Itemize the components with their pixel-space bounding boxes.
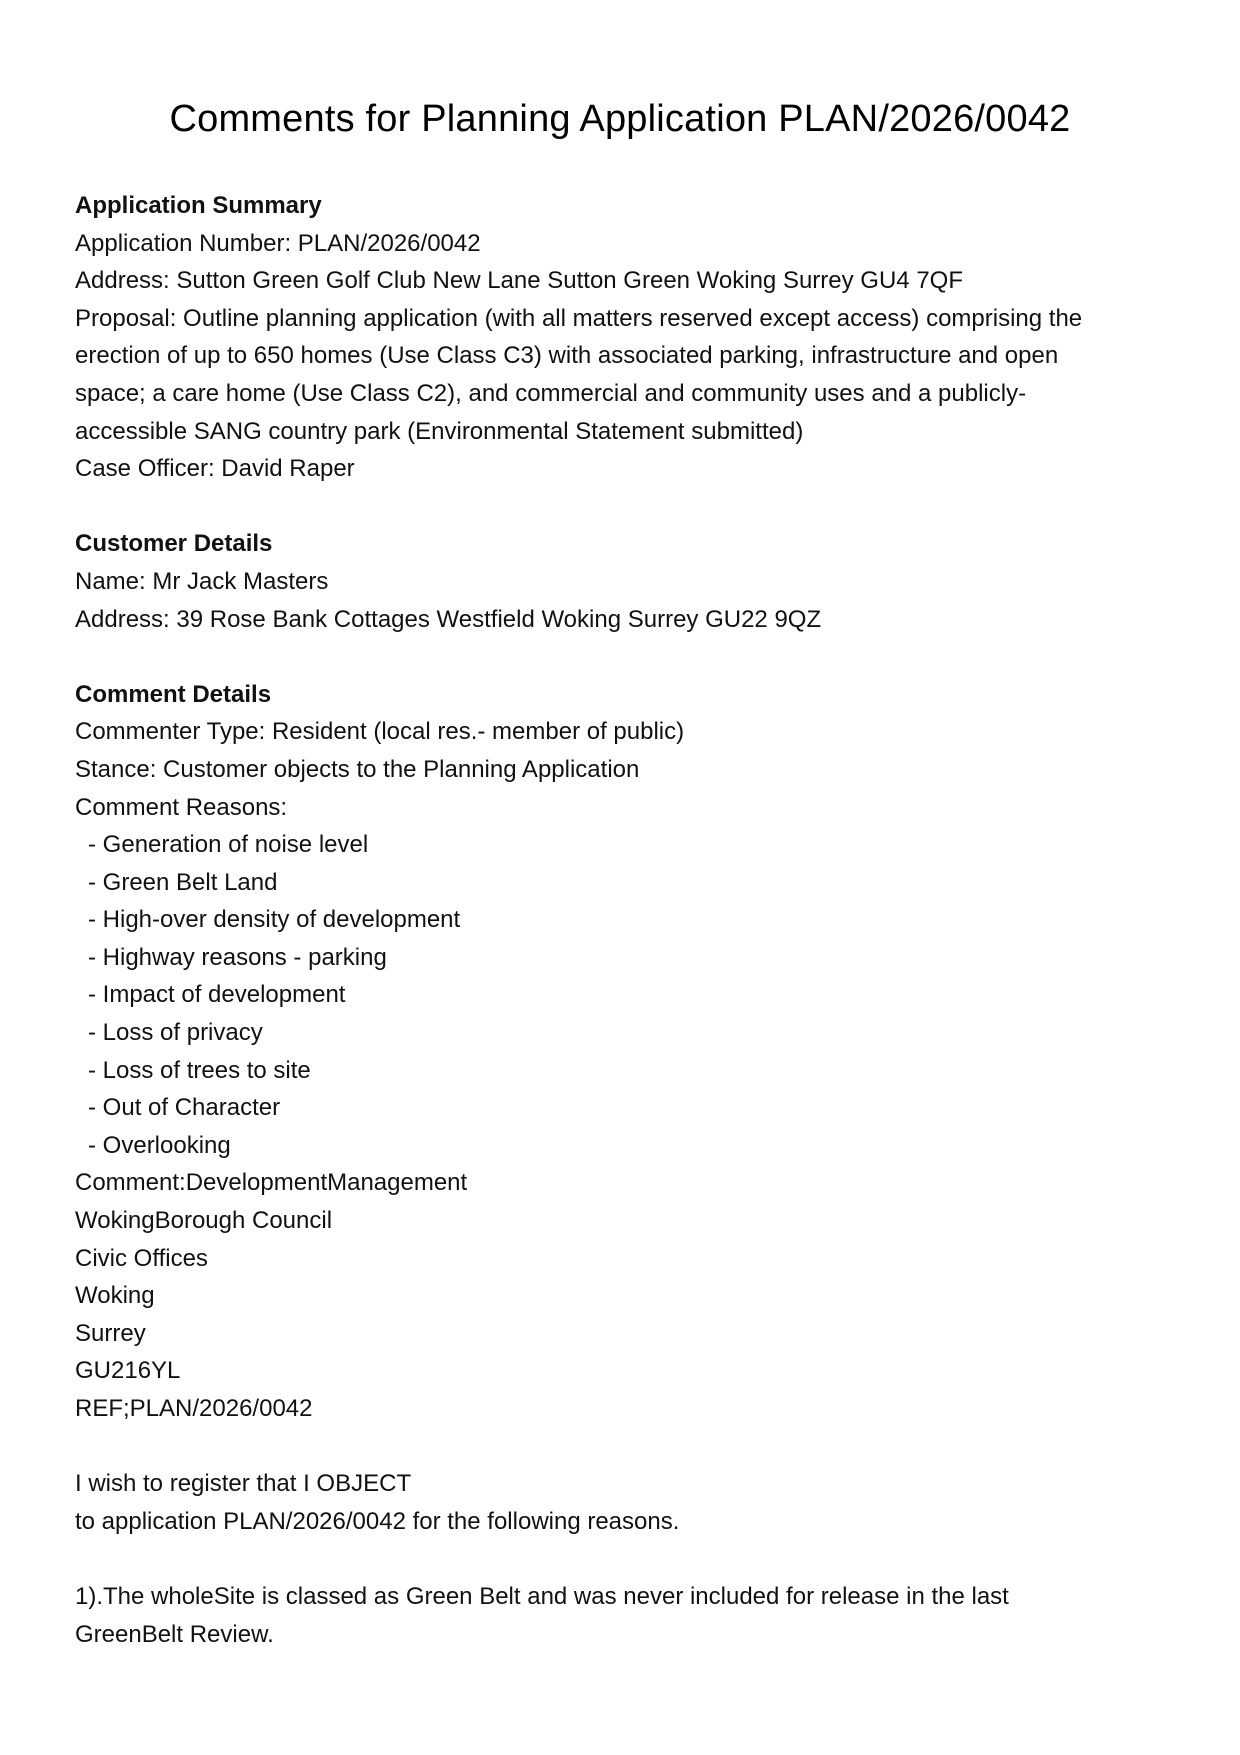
letter-line: REF;PLAN/2026/0042	[75, 1395, 313, 1422]
application-summary-heading: Application Summary	[75, 192, 322, 219]
paragraph-gap	[75, 1540, 1165, 1578]
customer-details-section	[75, 525, 1165, 638]
point-line: 1).The wholeSite is classed as Green Belt and was never included for release in the last	[75, 1582, 1009, 1610]
comment-reasons-list	[75, 826, 1165, 1164]
comment-reason-item: - Highway reasons - parking	[75, 939, 1165, 977]
objection-statement	[75, 1465, 1165, 1540]
comment-details-heading: Comment Details	[75, 680, 272, 708]
comment-letter-header	[75, 1164, 1165, 1427]
comment-reason-item: - Loss of privacy	[75, 1014, 1165, 1052]
page-title: Comments for Planning Application PLAN/2026/0042	[169, 98, 1071, 140]
objection-point-1	[75, 1578, 1165, 1653]
proposal-line: accessible SANG country park (Environmental Statement submitted)	[75, 417, 804, 445]
stance: Stance: Customer objects to the Planning Application	[75, 755, 640, 783]
comment-reason-item: - Overlooking	[75, 1127, 1165, 1165]
objection-line: to application PLAN/2026/0042 for the following reasons.	[75, 1507, 680, 1535]
objection-line: I wish to register that I OBJECT	[75, 1470, 412, 1498]
customer-details-heading: Customer Details	[75, 530, 273, 558]
letter-line: GU216YL	[75, 1357, 181, 1385]
comment-reason-item: - Out of Character	[75, 1089, 1165, 1127]
comment-details-section	[75, 676, 1165, 1653]
customer-name: Name: Mr Jack Masters	[75, 567, 329, 595]
proposal-line: Proposal: Outline planning application (with all matters reserved except access) comprising the	[75, 304, 1083, 332]
proposal-line: space; a care home (Use Class C2), and commercial and community uses and a publicly-	[75, 379, 1027, 407]
paragraph-gap	[75, 1428, 1165, 1466]
letter-line: Comment:DevelopmentManagement	[75, 1169, 468, 1197]
customer-address: Address: 39 Rose Bank Cottages Westfield Woking Surrey GU22 9QZ	[75, 605, 822, 633]
proposal-line: erection of up to 650 homes (Use Class C3) with associated parking, infrastructure and open	[75, 342, 1059, 370]
comment-reason-item: - Impact of development	[75, 976, 1165, 1014]
letter-line: Surrey	[75, 1319, 146, 1347]
comment-reasons-label: Comment Reasons:	[75, 793, 288, 821]
application-address: Address: Sutton Green Golf Club New Lane Sutton Green Woking Surrey GU4 7QF	[75, 267, 963, 295]
comment-reason-item: - Loss of trees to site	[75, 1052, 1165, 1090]
case-officer: Case Officer: David Raper	[75, 455, 355, 483]
comment-reason-item: - Green Belt Land	[75, 864, 1165, 902]
application-number: Application Number: PLAN/2026/0042	[75, 229, 481, 257]
letter-line: Woking	[75, 1282, 155, 1310]
letter-line: Civic Offices	[75, 1244, 208, 1272]
letter-line: WokingBorough Council	[75, 1207, 333, 1235]
commenter-type: Commenter Type: Resident (local res.- member of public)	[75, 718, 685, 746]
comment-reason-item: - High-over density of development	[75, 901, 1165, 939]
comment-reason-item: - Generation of noise level	[75, 826, 1165, 864]
point-line: GreenBelt Review.	[75, 1620, 274, 1648]
application-summary-section	[75, 187, 1165, 488]
